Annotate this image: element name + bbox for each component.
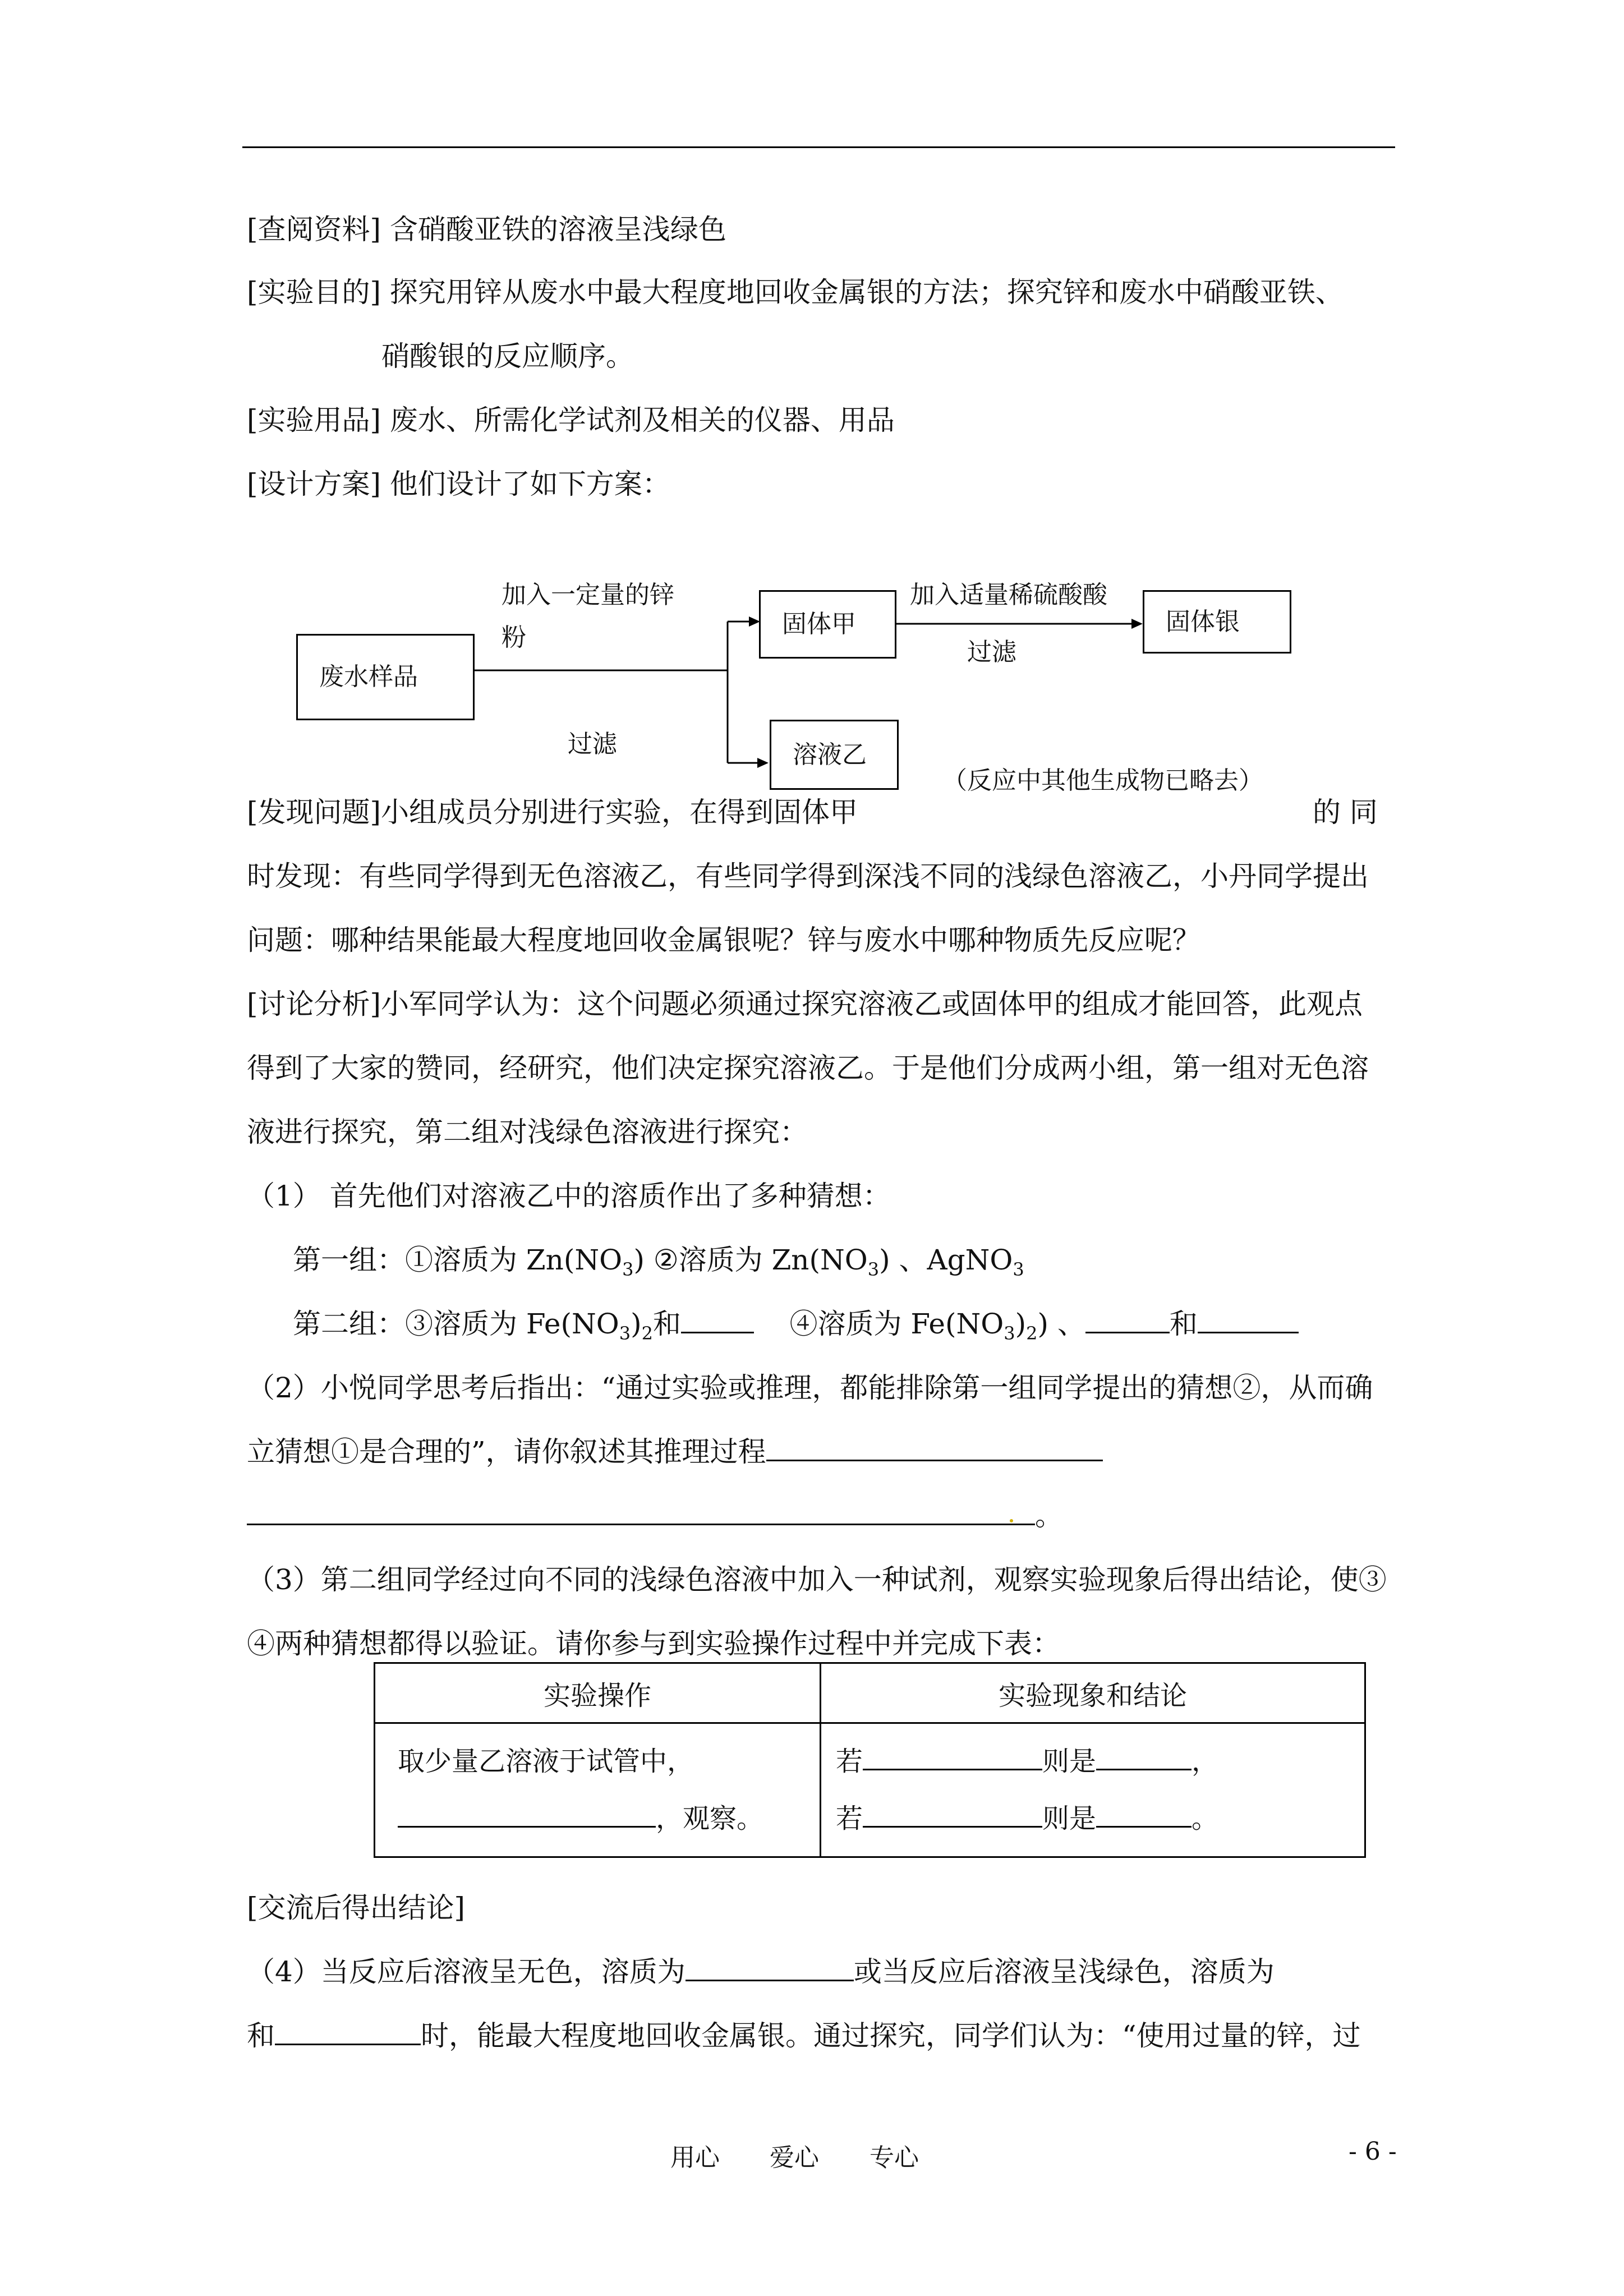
sub-2: 2 (641, 1323, 653, 1344)
answer-blank[interactable] (766, 1435, 1103, 1461)
flow-label-filter-1: 过滤 (568, 730, 617, 758)
text-line-problem-2: 时发现：有些同学得到无色溶液乙，有些同学得到深浅不同的浅绿色溶液乙，小丹同学提出 (247, 860, 1369, 892)
group2-and-2: 和 (1169, 1308, 1198, 1340)
group2-sep: ) 、 (1037, 1308, 1085, 1340)
operation-line-1: 取少量乙溶液于试管中， (398, 1746, 694, 1777)
answer-blank[interactable] (681, 1307, 754, 1333)
flow-box-solid-a: 固体甲 (759, 590, 896, 659)
table-header-row (375, 1663, 1365, 1723)
footer-motto-2: 爱心 (770, 2143, 819, 2172)
flow-label-filter-2: 过滤 (967, 638, 1016, 666)
table-cell-result (821, 1723, 1365, 1857)
operation-line-2 (398, 1790, 797, 1847)
text-line-question-4-cont (247, 2018, 1361, 2053)
operation-observe: ，观察。 (656, 1803, 764, 1834)
result-end: ， (1191, 1746, 1219, 1777)
answer-blank[interactable] (1085, 1307, 1170, 1333)
group2-guess-four: ④溶质为 Fe(NO (789, 1308, 1004, 1340)
group2-close-2: ) (1015, 1308, 1027, 1340)
answer-blank[interactable] (863, 1744, 1042, 1770)
flow-label-add-zinc: 加入一定量的锌 (502, 581, 674, 609)
text-line-question-3-cont: ④两种猜想都得以验证。请你参与到实验操作过程中并完成下表： (247, 1627, 1060, 1660)
result-line-1 (836, 1733, 1342, 1790)
answer-blank[interactable] (863, 1801, 1042, 1828)
answer-blank[interactable] (1198, 1307, 1299, 1333)
answer-blank[interactable] (1096, 1744, 1191, 1770)
result-if: 若 (836, 1803, 863, 1834)
group1-end: ) 、AgNO (879, 1244, 1013, 1276)
question-4-text-2: 或当反应后溶液呈浅绿色，溶质为 (853, 1955, 1275, 1988)
table-cell-operation (375, 1723, 821, 1857)
text-line-discussion-2: 得到了大家的赞同，经研究，他们决定探究溶液乙。于是他们分成两小组，第一组对无色溶 (247, 1052, 1369, 1084)
page-number: - 6 - (1349, 2137, 1397, 2166)
text-line-question-3: （3）第二组同学经过向不同的浅绿色溶液中加入一种试剂，观察实验现象后得出结论，使③ (247, 1563, 1387, 1596)
text-line-discussion-3: 液进行探究，第二组对浅绿色溶液进行探究： (247, 1116, 808, 1148)
result-then: 则是 (1042, 1746, 1097, 1777)
text-line-question-2-blank (247, 1498, 1063, 1533)
flowchart-connectors (0, 0, 1624, 813)
table-header-operation: 实验操作 (375, 1663, 821, 1723)
question-4-text-3: 时，能最大程度地回收金属银。通过探究，同学们认为：“使用过量的锌，过 (421, 2019, 1361, 2052)
sub-3: 3 (622, 1259, 634, 1280)
question-4-and: 和 (247, 2019, 275, 2052)
flow-box-solution-b: 溶液乙 (770, 720, 899, 790)
table-header-result: 实验现象和结论 (821, 1663, 1365, 1723)
answer-blank[interactable] (1096, 1801, 1191, 1828)
text-line-design: [设计方案] 他们设计了如下方案： (247, 468, 670, 500)
text-line-group-1 (293, 1243, 1024, 1287)
sub-3: 3 (867, 1259, 880, 1280)
result-end: 。 (1191, 1803, 1219, 1834)
sub-3: 3 (619, 1323, 631, 1344)
sub-3: 3 (1004, 1323, 1015, 1344)
text-line-question-1: （1） 首先他们对溶液乙中的溶质作出了多种猜想： (247, 1180, 891, 1212)
sub-2: 2 (1026, 1323, 1038, 1344)
group1-sub-close: ) ②溶质为 Zn(NO (633, 1244, 868, 1276)
result-if: 若 (836, 1746, 863, 1777)
text-line-group-2 (293, 1306, 1299, 1351)
text-line-purpose: [实验目的] 探究用锌从废水中最大程度地回收金属银的方法；探究锌和废水中硝酸亚铁、 (247, 276, 1344, 309)
flow-label-add-zinc-cont: 粉 (502, 623, 526, 652)
text-line-discussion: [讨论分析]小军同学认为：这个问题必须通过探究溶液乙或固体甲的组成才能回答，此观点 (247, 988, 1363, 1020)
answer-blank[interactable] (398, 1801, 656, 1828)
text-line-question-2-cont (247, 1434, 1103, 1469)
flow-note: （反应中其他生成物已略去） (942, 766, 1263, 795)
result-line-2 (836, 1790, 1342, 1847)
group2-lead: 第二组：③溶质为 Fe(NO (293, 1308, 619, 1340)
sub-3: 3 (1013, 1259, 1024, 1280)
answer-blank[interactable] (247, 1499, 1035, 1525)
table-row (375, 1723, 1365, 1857)
group2-and: 和 (652, 1308, 681, 1340)
answer-blank[interactable] (275, 2019, 421, 2045)
text-line-reference: [查阅资料] 含硝酸亚铁的溶液呈浅绿色 (247, 213, 726, 246)
stray-mark (1010, 1519, 1013, 1522)
group2-close: ) (631, 1308, 642, 1340)
result-then: 则是 (1042, 1803, 1097, 1834)
question-4-text: （4）当反应后溶液呈无色，溶质为 (247, 1955, 686, 1988)
flow-label-add-acid: 加入适量稀硫酸酸 (910, 581, 1107, 609)
answer-blank[interactable] (686, 1955, 854, 1981)
flow-box-waste-sample: 废水样品 (296, 634, 475, 720)
text-line-materials: [实验用品] 废水、所需化学试剂及相关的仪器、用品 (247, 404, 895, 436)
text-line-question-4 (247, 1954, 1275, 1989)
text-line-problem: [发现问题]小组成员分别进行实验，在得到固体甲 (247, 796, 858, 829)
text-line-purpose-cont: 硝酸银的反应顺序。 (381, 340, 634, 372)
text-line-problem-tail: 的 同 (1313, 796, 1378, 829)
experiment-table (374, 1662, 1366, 1858)
flow-box-solid-silver: 固体银 (1143, 590, 1291, 654)
footer-motto-3: 专心 (869, 2143, 919, 2172)
group1-lead: 第一组：①溶质为 Zn(NO (293, 1244, 623, 1276)
text-line-question-2: （2）小悦同学思考后指出：“通过实验或推理，都能排除第一组同学提出的猜想②，从而确 (247, 1372, 1373, 1404)
question-2-end: 。 (1035, 1499, 1063, 1532)
footer-motto-1: 用心 (670, 2143, 720, 2172)
text-line-problem-3: 问题：哪种结果能最大程度地回收金属银呢？锌与废水中哪种物质先反应呢？ (247, 924, 1200, 956)
text-line-conclusion-heading: [交流后得出结论] (247, 1892, 466, 1924)
question-2-text: 立猜想①是合理的”，请你叙述其推理过程 (247, 1435, 766, 1468)
